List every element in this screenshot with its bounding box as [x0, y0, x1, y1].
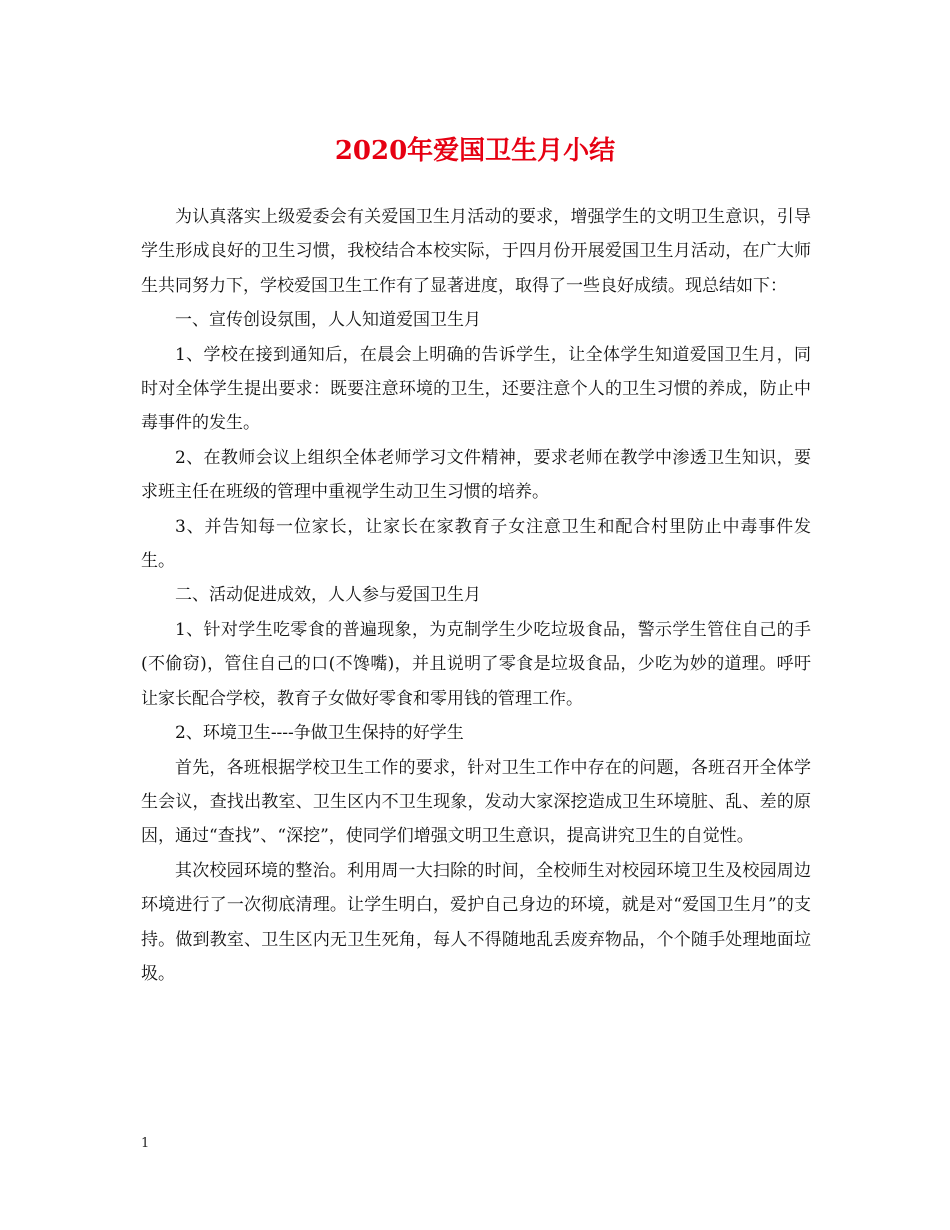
section-heading-2: 二、活动促进成效，人人参与爱国卫生月	[175, 585, 481, 606]
document-title: 2020年爱国卫生月小结	[334, 136, 616, 166]
document-body	[141, 200, 811, 991]
paragraph-1-3: 3、并告知每一位家长，让家长在家教育子女注意卫生和配合村里防止中毒事件发生。	[141, 516, 811, 572]
paragraph-1-1: 1、学校在接到通知后，在晨会上明确的告诉学生，让全体学生知道爱国卫生月，同时对全体学生提出要求：既要注意环境的卫生，还要注意个人的卫生习惯的养成，防止中毒事件的发生。	[141, 344, 811, 434]
intro-paragraph: 为认真落实上级爱委会有关爱国卫生月活动的要求，增强学生的文明卫生意识，引导学生形成良好的卫生习惯，我校结合本校实际，于四月份开展爱国卫生月活动，在广大师生共同努力下，学校爱国卫生工作有了显著进度，取得了一些良好成绩。现总结如下：	[141, 207, 811, 296]
paragraph-second: 其次校园环境的整治。利用周一大扫除的时间，全校师生对校园环境卫生及校园周边环境进行了一次彻底清理。让学生明白，爱护自己身边的环境，就是对“爱国卫生月”的支持。做到教室、卫生区内无卫生死角，每人不得随地乱丢废弃物品，个个随手处理地面垃圾。	[141, 860, 811, 984]
subheading-2-2: 2、环境卫生----争做卫生保持的好学生	[175, 723, 464, 744]
paragraph-1-2: 2、在教师会议上组织全体老师学习文件精神，要求老师在教学中渗透卫生知识，要求班主任在班级的管理中重视学生动卫生习惯的培养。	[141, 447, 811, 503]
paragraph-first: 首先，各班根据学校卫生工作的要求，针对卫生工作中存在的问题，各班召开全体学生会议，查找出教室、卫生区内不卫生现象，发动大家深挖造成卫生环境脏、乱、差的原因，通过“查找”、“深挖”，使同学们增强文明卫生意识，提高讲究卫生的自觉性。	[141, 757, 811, 847]
paragraph-2-1: 1、针对学生吃零食的普遍现象，为克制学生少吃垃圾食品，警示学生管住自己的手(不偷窃)，管住自己的口(不馋嘴)，并且说明了零食是垃圾食品，少吃为妙的道理。呼吁让家长配合学校，教育子女做好零食和零用钱的管理工作。	[141, 619, 811, 709]
page-number: 1	[141, 1136, 150, 1151]
section-heading-1: 一、宣传创设氛围，人人知道爱国卫生月	[175, 310, 481, 331]
